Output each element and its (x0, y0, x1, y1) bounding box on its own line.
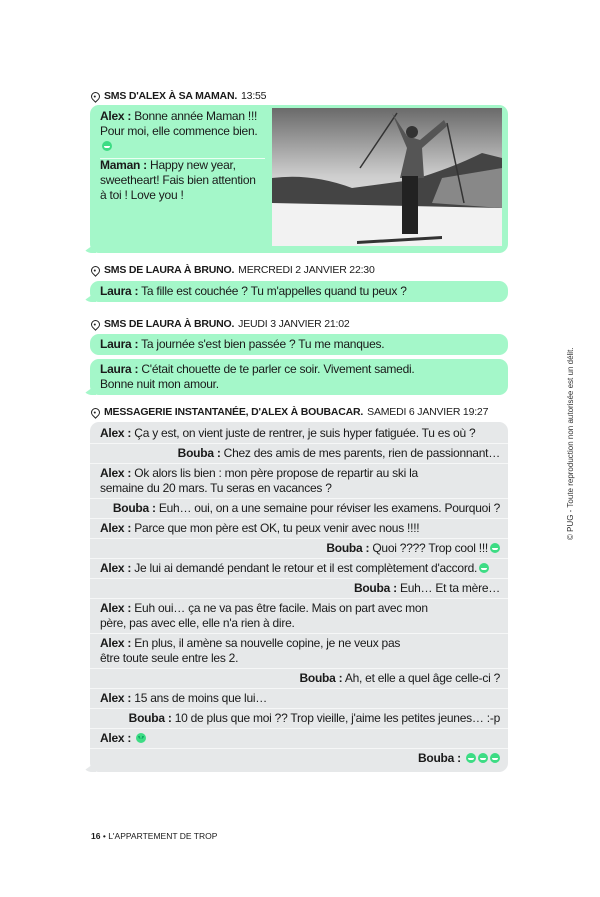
smile-emoji-icon (490, 753, 500, 763)
chat-message: Bouba : Chez des amis de mes parents, rien de passionnant… (90, 444, 508, 464)
chat-message: Bouba : (90, 749, 508, 768)
skier-photo (272, 108, 502, 246)
chat-message: Alex : Ok alors lis bien : mon père propose de repartir au ski la semaine du 20 mars. Tu seras en vacances ? (90, 464, 508, 499)
chat-message: Bouba : Quoi ???? Trop cool !!! (90, 539, 508, 559)
chat-message: Alex : Ça y est, on vient juste de rentrer, je suis hyper fatiguée. Tu es où ? (90, 424, 508, 444)
smile-emoji-icon (490, 543, 500, 553)
chat-message: Bouba : Euh… oui, on a une semaine pour réviser les examens. Pourquoi ? (90, 499, 508, 519)
smile-emoji-icon (102, 141, 112, 151)
chat-message: Alex : 15 ans de moins que lui… (90, 689, 508, 709)
message: Alex : Bonne année Maman !!! Pour moi, elle commence bien. (100, 109, 265, 159)
chat-message: Bouba : Ah, et elle a quel âge celle-ci ? (90, 669, 508, 689)
location-pin-icon (89, 406, 102, 419)
sad-emoji-icon (136, 733, 146, 743)
chat-bubble (90, 422, 508, 772)
section-header: MESSAGERIE INSTANTANÉE, D'ALEX À BOUBACAR. SAMEDI 6 JANVIER 19:27 (91, 406, 488, 418)
location-pin-icon (89, 264, 102, 277)
section-header: SMS DE LAURA À BRUNO. JEUDI 3 JANVIER 21:02 (91, 318, 350, 330)
smile-emoji-icon (478, 753, 488, 763)
smile-emoji-icon (466, 753, 476, 763)
location-pin-icon (89, 318, 102, 331)
chat-message: Bouba : Euh… Et ta mère… (90, 579, 508, 599)
sms-bubble (90, 281, 508, 302)
chat-message: Alex : (90, 729, 508, 749)
chat-message: Alex : Euh oui… ça ne va pas être facile. Mais on part avec mon père, pas avec elle, elle n'a rien à dire. (90, 599, 508, 634)
sms-bubble (90, 105, 508, 253)
copyright-notice: © PUG - Toute reproduction non autorisée est un délit. (566, 347, 575, 540)
page-footer: 16 • L'APPARTEMENT DE TROP (91, 831, 218, 841)
section-header: SMS D'ALEX À SA MAMAN. 13:55 (91, 90, 266, 102)
location-pin-icon (89, 90, 102, 103)
message: Laura : Ta fille est couchée ? Tu m'appelles quand tu peux ? (100, 284, 407, 298)
smile-emoji-icon (479, 563, 489, 573)
message: Laura : Ta journée s'est bien passée ? Tu me manques. (100, 337, 385, 351)
sms-bubble (90, 359, 508, 395)
message: Laura : C'était chouette de te parler ce soir. Vivement samedi. Bonne nuit mon amour. (100, 362, 415, 391)
chat-message: Alex : Parce que mon père est OK, tu peux venir avec nous !!!! (90, 519, 508, 539)
sms-bubble (90, 334, 508, 355)
chat-message: Alex : Je lui ai demandé pendant le retour et il est complètement d'accord. (90, 559, 508, 579)
section-header: SMS DE LAURA À BRUNO. MERCREDI 2 JANVIER 22:30 (91, 264, 375, 276)
chat-message: Alex : En plus, il amène sa nouvelle copine, je ne veux pas être toute seule entre les 2. (90, 634, 508, 669)
message: Maman : Happy new year, sweetheart! Fais bien attention à toi ! Love you ! (100, 158, 256, 202)
chat-message: Bouba : 10 de plus que moi ?? Trop vieille, j'aime les petites jeunes… :-p (90, 709, 508, 729)
